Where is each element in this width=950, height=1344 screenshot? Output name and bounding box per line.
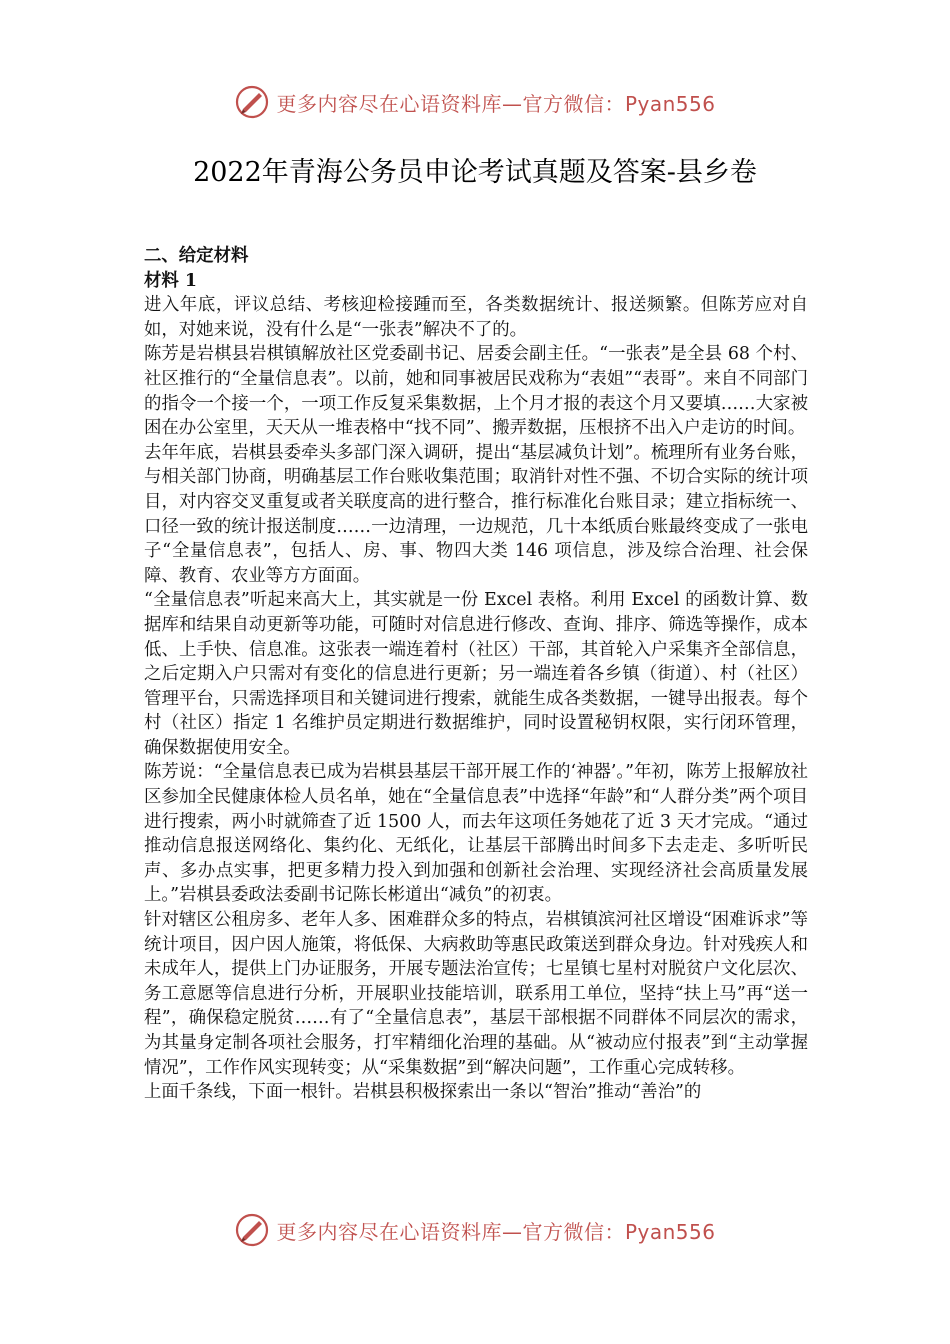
footer-banner-text: 更多内容尽在心语资料库—官方微信：Pyan556 (276, 1219, 716, 1244)
paragraph-2: 陈芳是岩棋县岩棋镇解放社区党委副书记、居委会副主任。“一张表”是全县 68 个村、社区推行的“全量信息表”。以前，她和同事被居民戏称为“表姐”“表哥”。来自不同部门的指令一个接一个，一项工作反复采集数据，上个月才报的表这个月又要填……大家被困在办公室里，天天从一堆表格中“找不同”、搬弄数据，压根挤不出入户走访的时间。 (144, 344, 808, 439)
page-title: 2022年青海公务员申论考试真题及答案-县乡卷 (193, 157, 757, 188)
section-heading: 二、给定材料 (144, 246, 249, 266)
document-body (144, 244, 808, 1105)
paragraph-4: “全量信息表”听起来高大上，其实就是一份 Excel 表格。利用 Excel 的函数计算、数据库和结果自动更新等功能，可随时对信息进行修改、查询、排序、筛选等操作，成本低、上手快、信息准。这张表一端连着村（社区）干部，其首轮入户采集齐全部信息，之后定期入户只需对有变化的信息进行更新；另一端连着各乡镇（街道）、村（社区）管理平台，只需选择项目和关键词进行搜索，就能生成各类数据，一键导出报表。每个村（社区）指定 1 名维护员定期进行数据维护，同时设置秘钥权限，实行闭环管理，确保数据使用安全。 (144, 590, 808, 758)
pen-logo-icon (234, 84, 270, 120)
material-heading: 材料 1 (144, 270, 197, 291)
paragraph-5: 陈芳说：“全量信息表已成为岩棋县基层干部开展工作的‘神器’。”年初，陈芳上报解放社区参加全民健康体检人员名单，她在“全量信息表”中选择“年龄”和“人群分类”两个项目进行搜索，两小时就筛查了近 1500 人，而去年这项任务她花了近 3 天才完成。“通过推动信息报送网络化、集约化、无纸化，让基层干部腾出时间多下去走走、多听听民声、多办点实事，把更多精力投入到加强和创新社会治理、实现经济社会高质量发展上。”岩棋县委政法委副书记陈长彬道出“减负”的初衷。 (144, 762, 808, 906)
paragraph-7: 上面千条线，下面一根针。岩棋县积极探索出一条以“智治”推动“善治”的 (144, 1082, 702, 1103)
paragraph-3: 去年年底，岩棋县委牵头多部门深入调研，提出“基层减负计划”。梳理所有业务台账，与相关部门协商，明确基层工作台账收集范围；取消针对性不强、不切合实际的统计项目，对内容交叉重复或者关联度高的进行整合，推行标准化台账目录；建立指标统一、口径一致的统计报送制度……一边清理，一边规范，几十本纸质台账最终变成了一张电子“全量信息表”，包括人、房、事、物四大类 146 项信息，涉及综合治理、社会保障、教育、农业等方方面面。 (144, 442, 808, 586)
footer-watermark-banner (0, 1210, 950, 1250)
header-watermark-banner (0, 82, 950, 122)
header-banner-text: 更多内容尽在心语资料库—官方微信：Pyan556 (276, 91, 716, 116)
paragraph-1: 进入年底，评议总结、考核迎检接踵而至，各类数据统计、报送频繁。但陈芳应对自如，对她来说，没有什么是“一张表”解决不了的。 (144, 295, 808, 340)
paragraph-6: 针对辖区公租房多、老年人多、困难群众多的特点，岩棋镇滨河社区增设“困难诉求”等统计项目，因户因人施策，将低保、大病救助等惠民政策送到群众身边。针对残疾人和未成年人，提供上门办证服务，开展专题法治宣传；七星镇七星村对脱贫户文化层次、务工意愿等信息进行分析，开展职业技能培训，联系用工单位，坚持“扶上马”再“送一程”，确保稳定脱贫……有了“全量信息表”，基层干部根据不同群体不同层次的需求，为其量身定制各项社会服务，打牢精细化治理的基础。从“被动应付报表”到“主动掌握情况”，工作作风实现转变；从“采集数据”到“解决问题”，工作重心完成转移。 (144, 910, 808, 1078)
pen-logo-icon (234, 1212, 270, 1248)
